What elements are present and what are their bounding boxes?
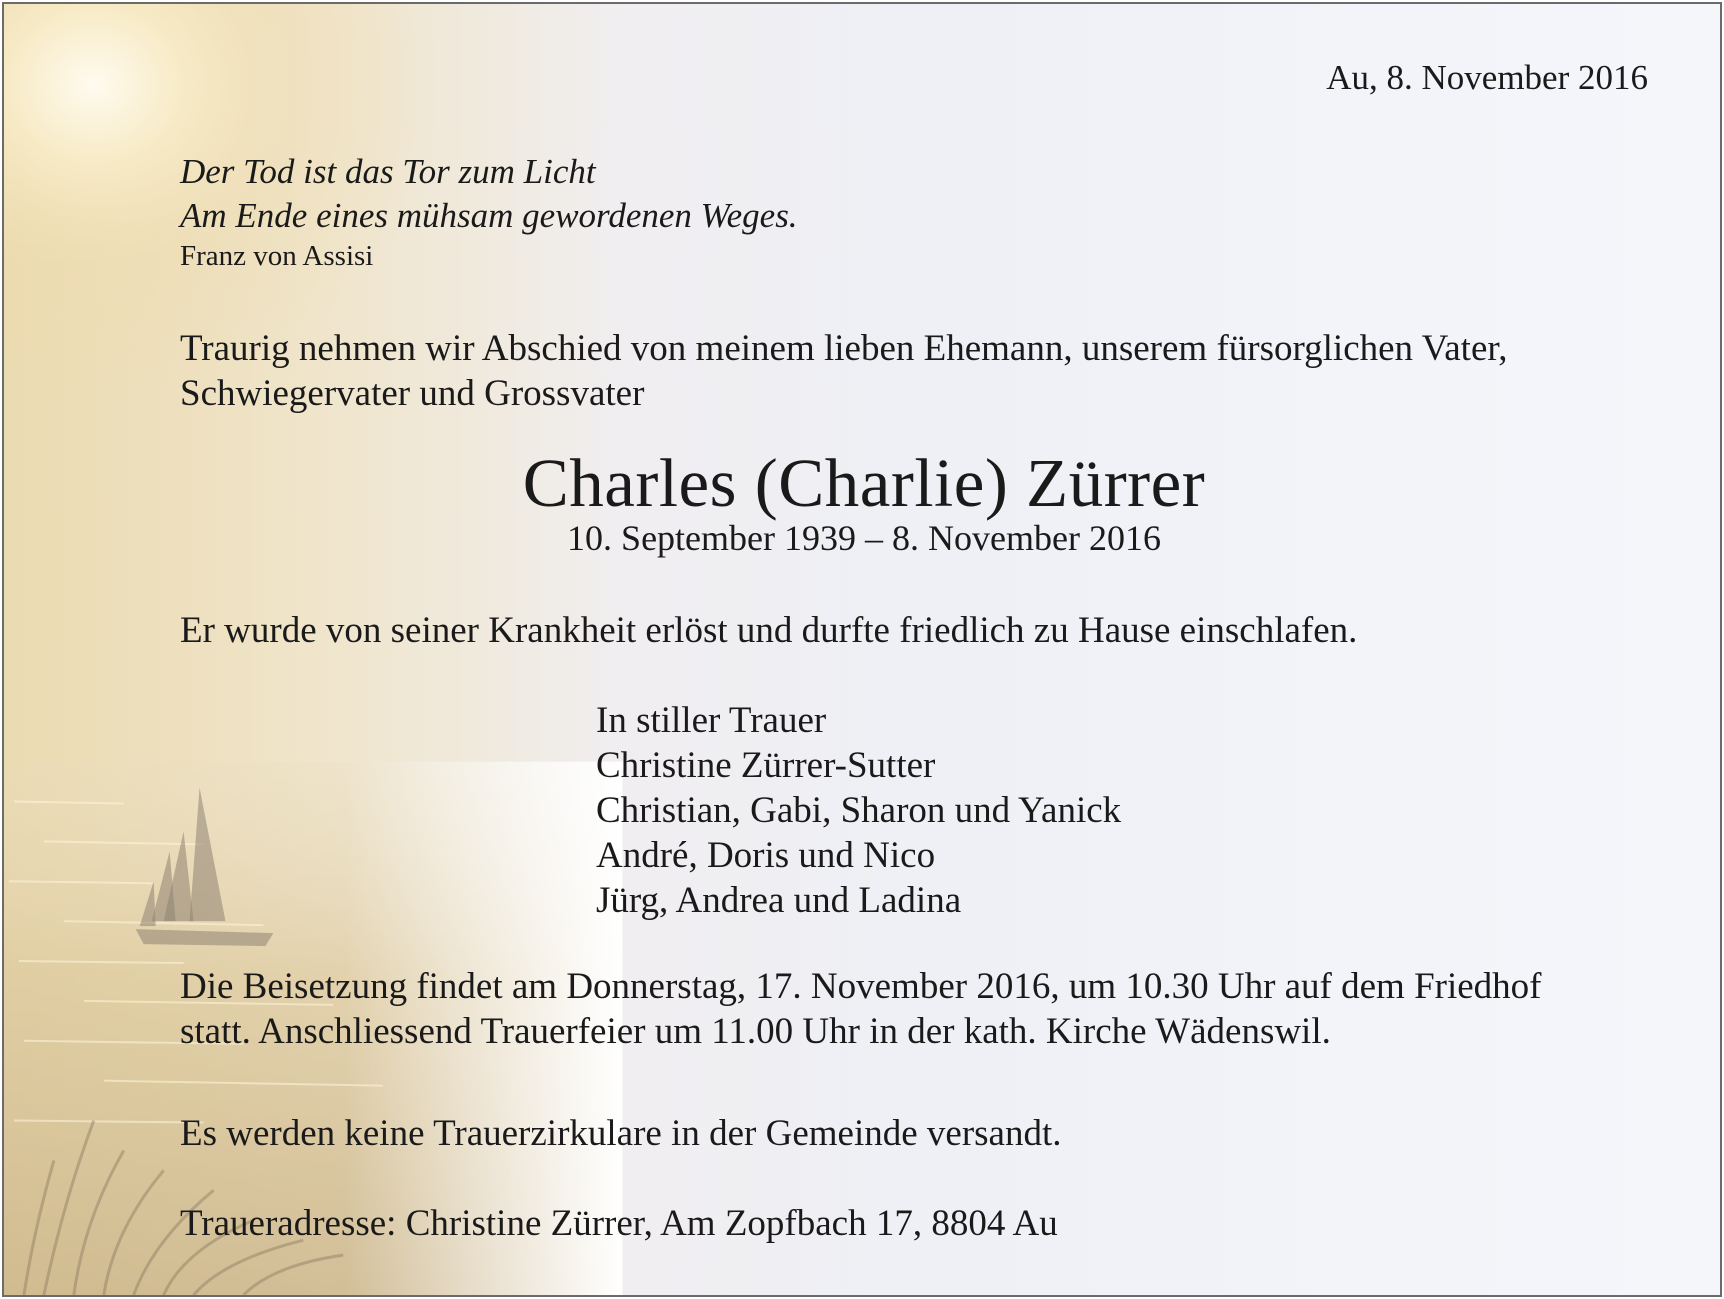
mourner-name: Christian, Gabi, Sharon und Yanick	[596, 790, 1122, 831]
circulars-note: Es werden keine Trauerzirkulare in der Gemeinde versandt.	[180, 1113, 1062, 1154]
mourner-name: André, Doris und Nico	[596, 835, 936, 876]
mourners-list	[596, 698, 1121, 923]
mourning-address: Traueradresse: Christine Zürrer, Am Zopfbach 17, 8804 Au	[180, 1203, 1058, 1244]
mourner-name: Christine Zürrer-Sutter	[596, 745, 936, 786]
funeral-info	[180, 964, 1542, 1054]
quote-line: Am Ende eines mühsam gewordenen Weges.	[180, 196, 798, 235]
mourners-heading: In stiller Trauer	[596, 700, 827, 741]
released-text: Er wurde von seiner Krankheit erlöst und durfte friedlich zu Hause einschlafen.	[180, 610, 1358, 651]
funeral-line: Die Beisetzung findet am Donnerstag, 17. November 2016, um 10.30 Uhr auf dem Friedhof	[180, 966, 1542, 1007]
funeral-line: statt. Anschliessend Trauerfeier um 11.00 Uhr in der kath. Kirche Wädenswil.	[180, 1011, 1331, 1052]
deceased-name: Charles (Charlie) Zürrer	[522, 445, 1206, 521]
intro-text	[180, 326, 1507, 416]
intro-line: Schwiegervater und Grossvater	[180, 373, 645, 414]
obituary-card	[2, 2, 1722, 1297]
quote-line: Der Tod ist das Tor zum Licht	[180, 152, 596, 191]
place-date: Au, 8. November 2016	[1326, 58, 1648, 97]
life-dates: 10. September 1939 – 8. November 2016	[567, 518, 1161, 558]
mourner-name: Jürg, Andrea und Ladina	[596, 880, 962, 921]
intro-line: Traurig nehmen wir Abschied von meinem lieben Ehemann, unserem fürsorglichen Vater,	[180, 328, 1508, 369]
quote-author: Franz von Assisi	[180, 240, 374, 272]
quote	[180, 150, 798, 238]
